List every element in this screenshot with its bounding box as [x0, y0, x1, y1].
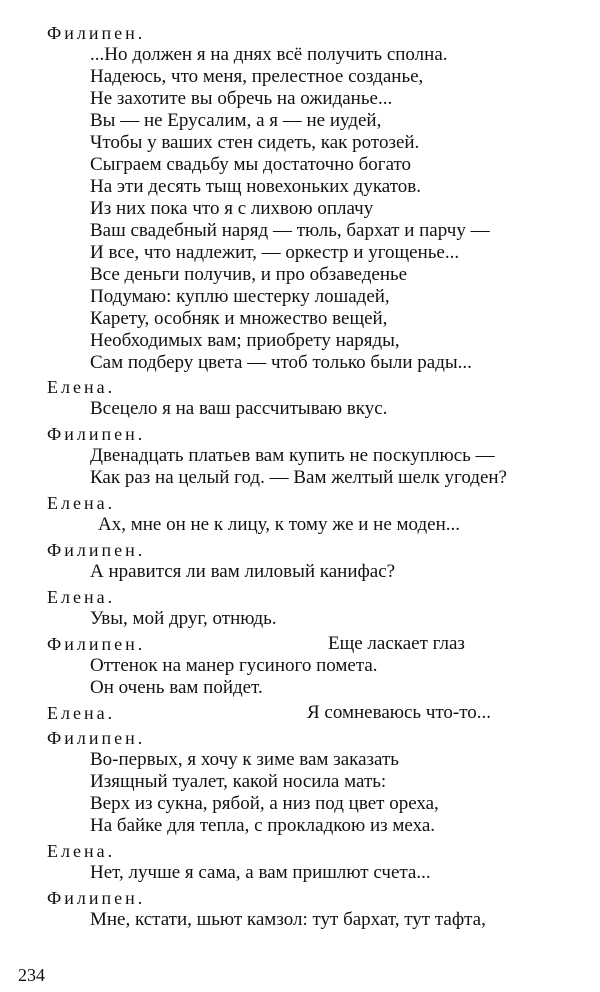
speaker-name: Елена. [47, 841, 116, 861]
speaker-name: Елена. [47, 587, 116, 607]
speaker-name: Филипен. [47, 888, 146, 908]
speaker-name: Елена. [47, 703, 116, 723]
page-number: 234 [18, 965, 45, 985]
verse-line: Необходимых вам; приобрету наряды, [90, 330, 400, 351]
verse-line: Во-первых, я хочу к зиме вам заказать [90, 749, 399, 770]
verse-line: Надеюсь, что меня, прелестное созданье, [90, 66, 424, 87]
verse-line: Он очень вам пойдет. [90, 677, 263, 698]
verse-line: На эти десять тыщ новехоньких дукатов. [90, 176, 421, 197]
verse-line: Не захотите вы обречь на ожиданье... [90, 88, 393, 109]
speaker-name: Елена. [47, 493, 116, 513]
verse-line: Вы — не Ерусалим, а я — не иудей, [90, 110, 382, 131]
verse-line: Верх из сукна, рябой, а низ под цвет ореха, [90, 793, 439, 814]
speaker-name: Филипен. [47, 23, 146, 43]
verse-line-continuation: Я сомневаюсь что-то... [307, 702, 492, 723]
verse-line: Сам подберу цвета — чтоб только были рады... [90, 352, 472, 373]
speaker-name: Филипен. [47, 728, 146, 748]
speaker-name: Елена. [47, 377, 116, 397]
verse-line: И все, что надлежит, — оркестр и угощенье... [90, 242, 460, 263]
verse-line: Подумаю: куплю шестерку лошадей, [90, 286, 390, 307]
verse-line: Из них пока что я с лихвою оплачу [90, 198, 374, 219]
verse-line: Двенадцать платьев вам купить не поскуплюсь — [90, 445, 495, 466]
verse-line: Мне, кстати, шьют камзол: тут бархат, тут тафта, [90, 909, 486, 930]
speaker-name: Филипен. [47, 634, 146, 654]
verse-line: А нравится ли вам лиловый канифас? [90, 561, 396, 582]
verse-line: Как раз на целый год. — Вам желтый шелк угоден? [90, 467, 507, 488]
speaker-name: Филипен. [47, 540, 146, 560]
verse-line: На байке для тепла, с прокладкою из меха. [90, 815, 436, 836]
verse-line: Всецело я на ваш рассчитываю вкус. [90, 398, 388, 419]
verse-line: Изящный туалет, какой носила мать: [90, 771, 387, 792]
verse-line: ...Но должен я на днях всё получить сполна. [90, 44, 448, 65]
verse-line: Оттенок на манер гусиного помета. [90, 655, 378, 676]
speaker-name: Филипен. [47, 424, 146, 444]
verse-line: Сыграем свадьбу мы достаточно богато [90, 154, 412, 175]
verse-line: Увы, мой друг, отнюдь. [90, 608, 277, 629]
verse-line: Ваш свадебный наряд — тюль, бархат и парчу — [90, 220, 490, 241]
verse-line: Ах, мне он не к лицу, к тому же и не моден... [98, 514, 461, 535]
verse-line: Все деньги получив, и про обзаведенье [90, 264, 408, 285]
verse-line: Нет, лучше я сама, а вам пришлют счета... [90, 862, 431, 883]
verse-line: Чтобы у ваших стен сидеть, как ротозей. [90, 132, 420, 153]
verse-line: Карету, особняк и множество вещей, [90, 308, 388, 329]
verse-line-continuation: Еще ласкает глаз [328, 633, 465, 654]
